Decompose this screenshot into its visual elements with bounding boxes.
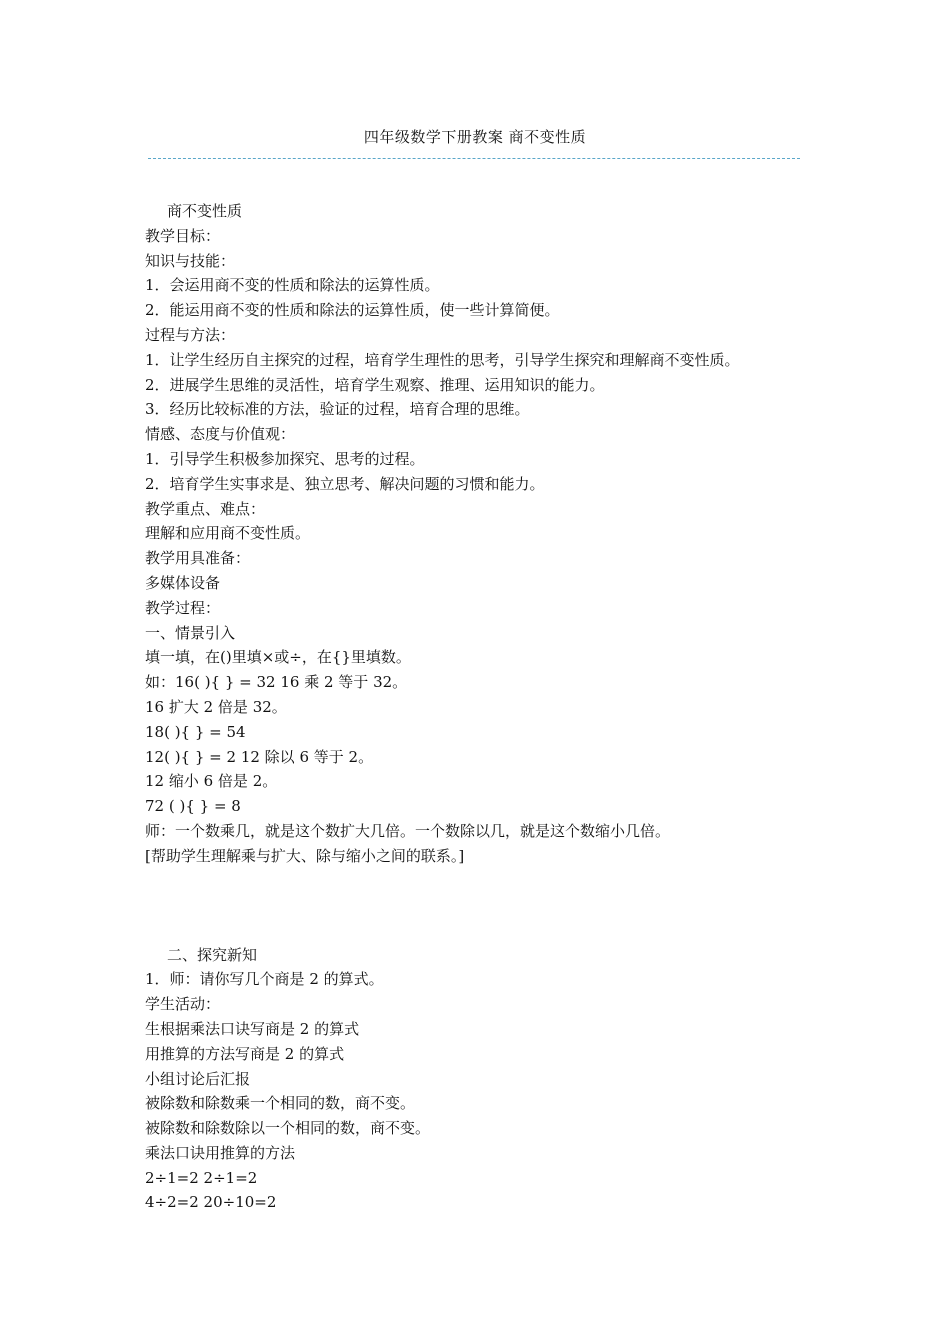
lesson-heading: 商不变性质 xyxy=(167,202,243,220)
text-line: 教学用具准备： xyxy=(145,549,251,568)
text-line: 2．培育学生实事求是、独立思考、解决问题的习惯和能力。 xyxy=(145,474,545,493)
text-line: 如：16( ){ } = 32 16 乘 2 等于 32。 xyxy=(145,673,408,692)
text-line: 4÷2=2 20÷10=2 xyxy=(145,1193,277,1212)
text-line: 学生活动： xyxy=(145,995,221,1014)
text-line: 1．引导学生积极参加探究、思考的过程。 xyxy=(145,449,425,468)
text-line: 1．师：请你写几个商是 2 的算式。 xyxy=(145,970,384,989)
text-line: 1．会运用商不变的性质和除法的运算性质。 xyxy=(145,276,440,295)
text-line: 2．能运用商不变的性质和除法的运算性质，使一些计算简便。 xyxy=(145,301,560,320)
document-body xyxy=(145,199,825,1215)
text-line: 填一填，在()里填×或÷，在{}里填数。 xyxy=(145,648,411,667)
text-line: 用推算的方法写商是 2 的算式 xyxy=(145,1044,345,1063)
text-line: 多媒体设备 xyxy=(145,573,221,592)
text-line: 过程与方法： xyxy=(145,325,236,344)
text-line: 1．让学生经历自主探究的过程，培育学生理性的思考，引导学生探究和理解商不变性质。 xyxy=(145,350,740,369)
text-line: 乘法口诀用推算的方法 xyxy=(145,1143,296,1162)
text-line: 一、情景引入 xyxy=(145,623,236,642)
page-header-title: 四年级数学下册教案 商不变性质 xyxy=(363,128,587,146)
text-line: 被除数和除数乘一个相同的数，商不变。 xyxy=(145,1094,416,1113)
section-heading: 二、探究新知 xyxy=(167,945,258,964)
text-line: 小组讨论后汇报 xyxy=(145,1069,251,1088)
text-line: [帮助学生理解乘与扩大、除与缩小之间的联系。] xyxy=(145,846,465,865)
text-line: 12 缩小 6 倍是 2。 xyxy=(145,772,278,791)
text-line: 教学过程： xyxy=(145,598,221,617)
section-spacer xyxy=(145,869,825,943)
text-line: 教学目标： xyxy=(145,226,221,245)
text-line: 18( ){ } = 54 xyxy=(145,722,246,741)
text-line: 12( ){ } = 2 12 除以 6 等于 2。 xyxy=(145,747,374,766)
text-line: 3．经历比较标准的方法，验证的过程，培育合理的思维。 xyxy=(145,400,530,419)
text-line: 72 ( ){ } = 8 xyxy=(145,797,241,816)
text-line: 16 扩大 2 倍是 32。 xyxy=(145,697,287,716)
text-line: 生根据乘法口诀写商是 2 的算式 xyxy=(145,1019,360,1038)
header-divider xyxy=(148,158,800,159)
text-line: 师：一个数乘几，就是这个数扩大几倍。一个数除以几，就是这个数缩小几倍。 xyxy=(145,821,671,840)
text-line: 教学重点、难点： xyxy=(145,499,266,518)
text-line: 2．进展学生思维的灵活性，培育学生观察、推理、运用知识的能力。 xyxy=(145,375,605,394)
text-line: 2÷1=2 2÷1=2 xyxy=(145,1168,258,1187)
text-line: 理解和应用商不变性质。 xyxy=(145,524,311,543)
text-line: 被除数和除数除以一个相同的数，商不变。 xyxy=(145,1119,431,1138)
text-line: 知识与技能： xyxy=(145,251,236,270)
text-line: 情感、态度与价值观： xyxy=(145,425,296,444)
